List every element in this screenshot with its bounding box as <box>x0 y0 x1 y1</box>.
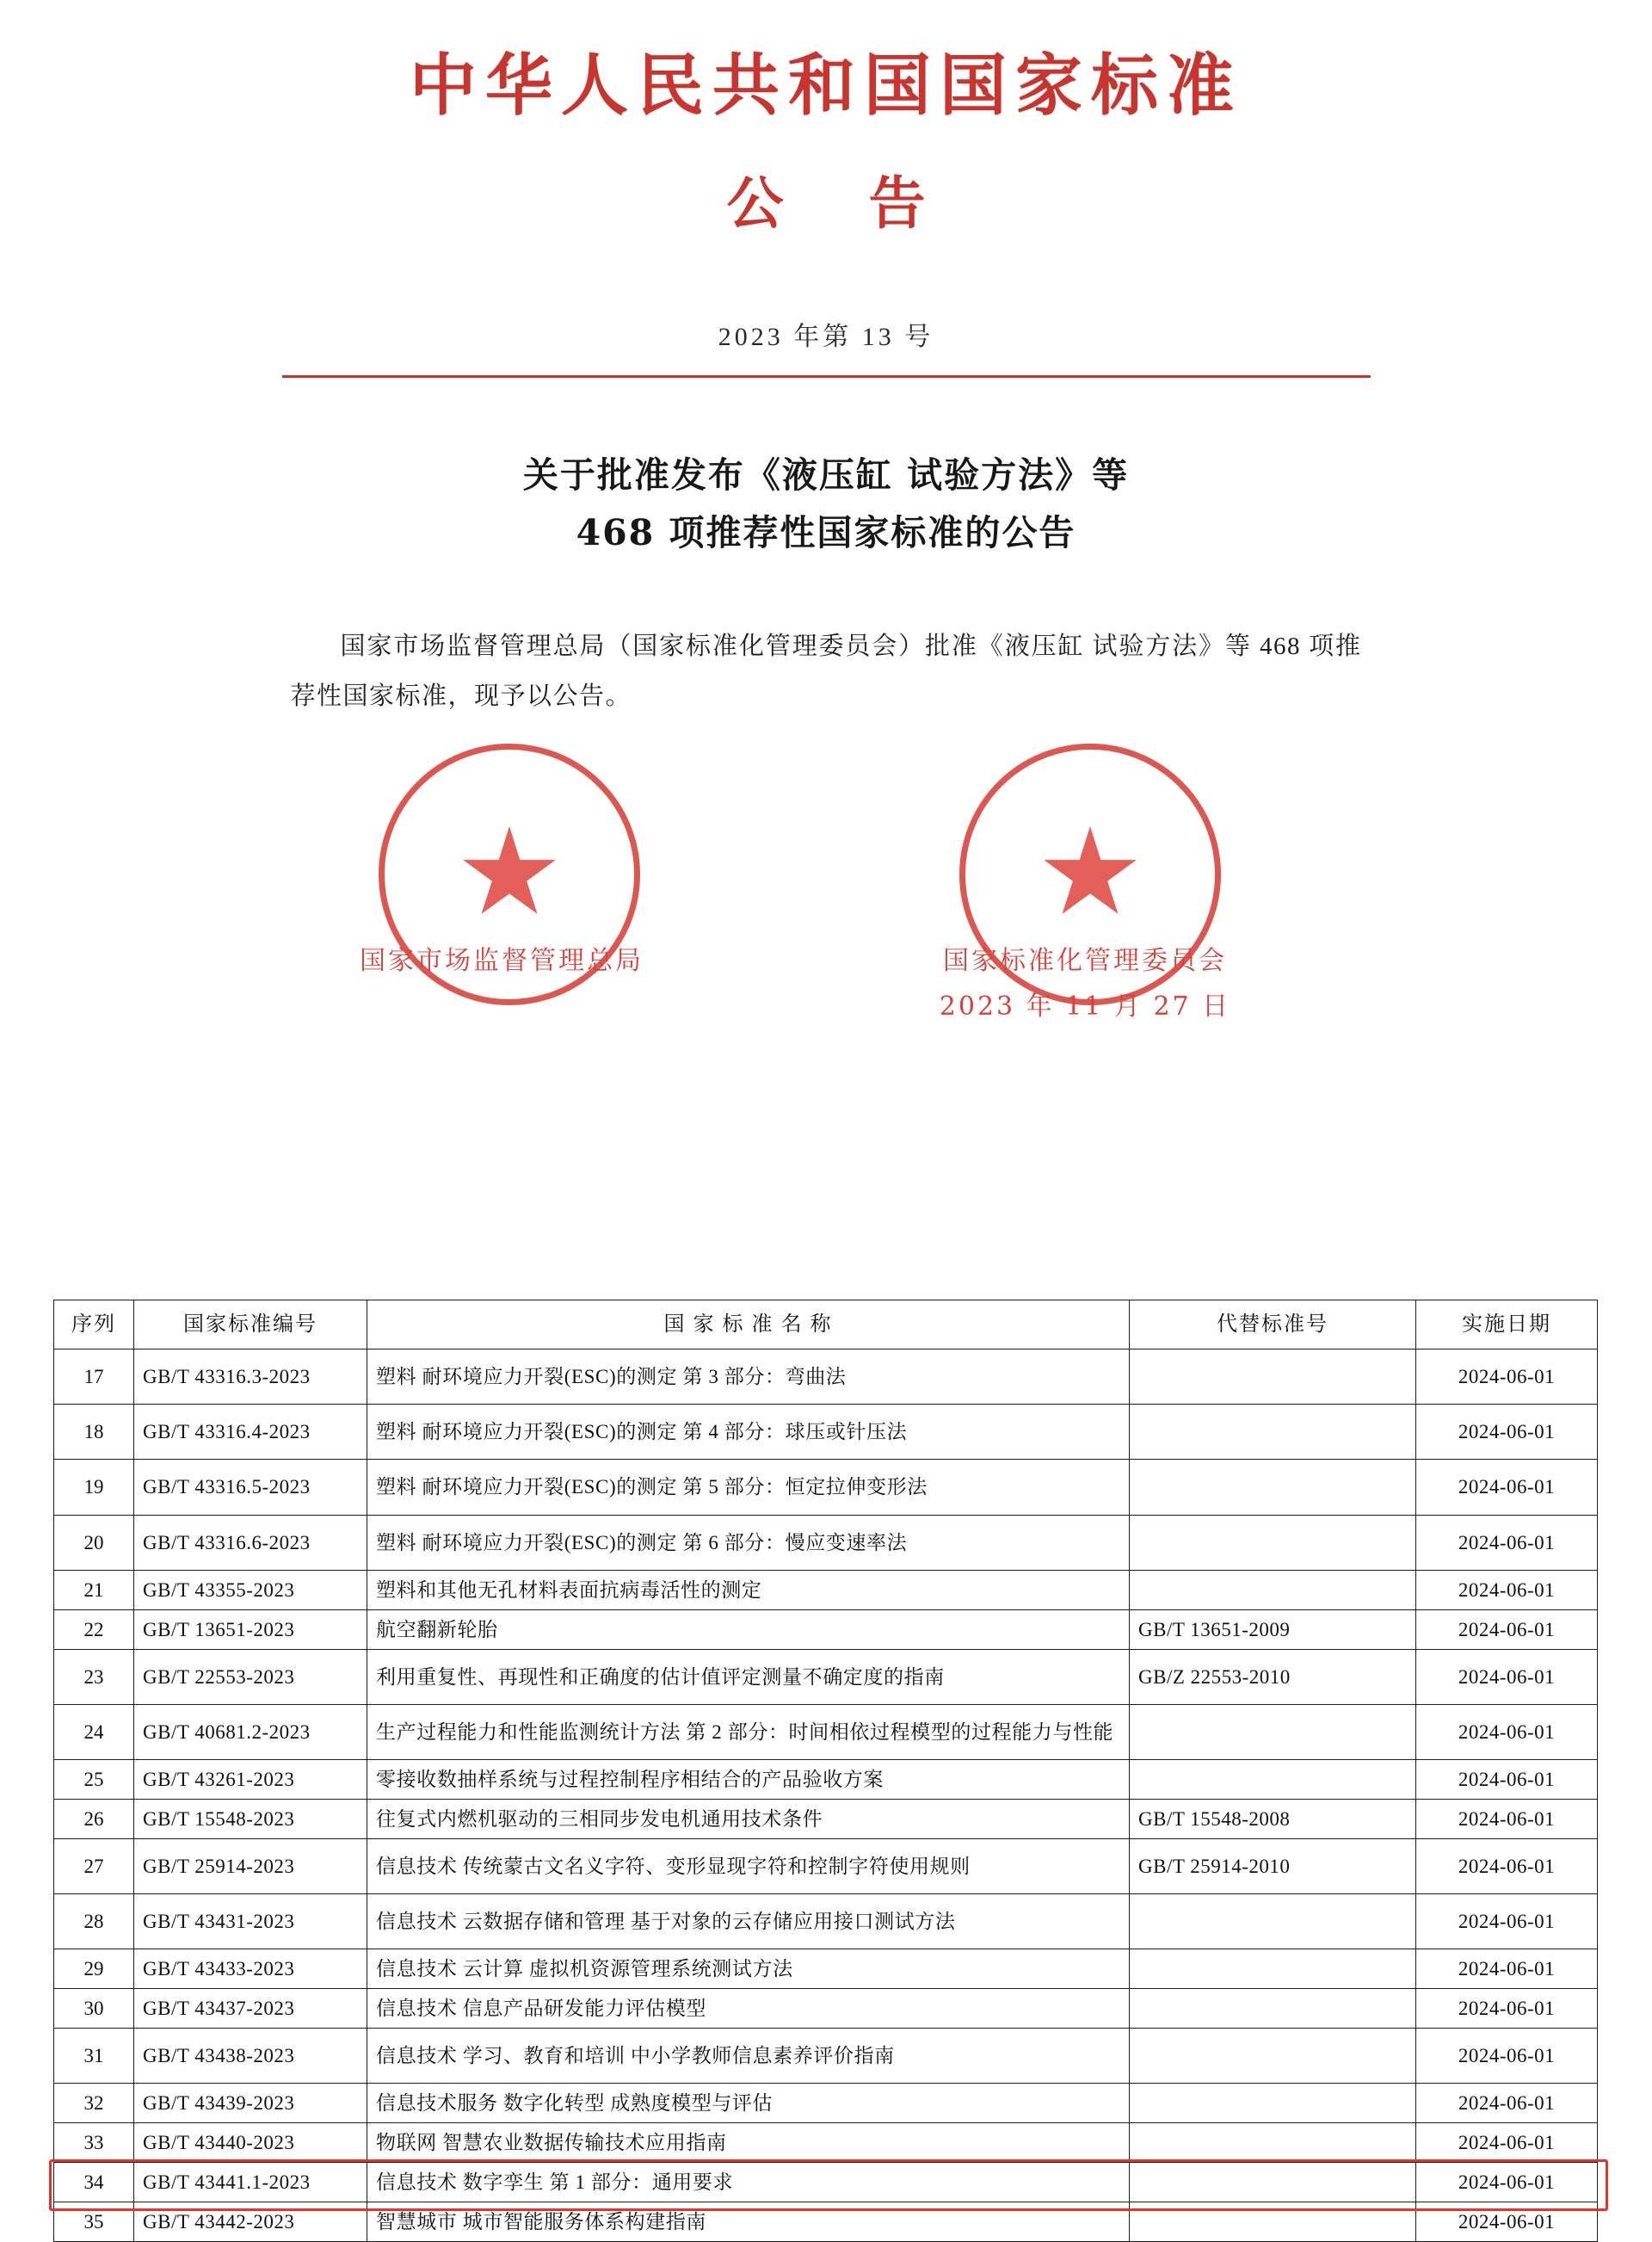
table-body <box>54 1350 1598 2242</box>
cell-replace <box>1130 1460 1416 1515</box>
cell-name: 信息技术 云计算 虚拟机资源管理系统测试方法 <box>367 1949 1130 1988</box>
cell-name: 物联网 智慧农业数据传输技术应用指南 <box>367 2123 1130 2163</box>
cell-seq: 33 <box>54 2123 134 2163</box>
column-header-name: 国 家 标 准 名 称 <box>367 1300 1130 1350</box>
cell-date: 2024-06-01 <box>1416 1759 1598 1799</box>
cell-code: GB/T 43261-2023 <box>134 1759 367 1799</box>
cell-code: GB/T 43437-2023 <box>134 1989 367 2029</box>
cell-replace <box>1130 1405 1416 1460</box>
cell-replace: GB/T 13651-2009 <box>1130 1609 1416 1649</box>
table-row <box>54 1649 1598 1704</box>
cell-date: 2024-06-01 <box>1416 2202 1598 2242</box>
table-row <box>54 1460 1598 1515</box>
cell-date: 2024-06-01 <box>1416 2163 1598 2202</box>
cell-date: 2024-06-01 <box>1416 1989 1598 2029</box>
cell-date: 2024-06-01 <box>1416 1350 1598 1405</box>
seal-left-label: 国家市场监督管理总局 <box>360 945 644 976</box>
cell-seq: 26 <box>54 1799 134 1838</box>
column-header-code: 国家标准编号 <box>134 1300 367 1350</box>
table-row <box>54 2029 1598 2084</box>
table-row <box>54 1949 1598 1988</box>
cell-code: GB/T 43440-2023 <box>134 2123 367 2163</box>
cell-seq: 21 <box>54 1570 134 1609</box>
table-header-row <box>54 1300 1598 1350</box>
cell-replace <box>1130 1570 1416 1609</box>
cell-replace <box>1130 2029 1416 2084</box>
table-row <box>54 1893 1598 1949</box>
cell-name: 塑料 耐环境应力开裂(ESC)的测定 第 6 部分：慢应变速率法 <box>367 1515 1130 1570</box>
announcement-title <box>0 447 1652 563</box>
cell-name: 信息技术服务 数字化转型 成熟度模型与评估 <box>367 2084 1130 2123</box>
column-header-replace: 代替标准号 <box>1130 1300 1416 1350</box>
cell-replace: GB/T 15548-2008 <box>1130 1799 1416 1838</box>
cell-name: 信息技术 传统蒙古文名义字符、变形显现字符和控制字符使用规则 <box>367 1838 1130 1893</box>
document-header <box>0 0 1652 378</box>
cell-date: 2024-06-01 <box>1416 1515 1598 1570</box>
document-number: 2023 年第 13 号 <box>718 322 934 351</box>
cell-code: GB/T 43439-2023 <box>134 2084 367 2123</box>
cell-date: 2024-06-01 <box>1416 2029 1598 2084</box>
table-row <box>54 1515 1598 1570</box>
standards-table-wrapper <box>53 1300 1598 2242</box>
cell-replace <box>1130 2123 1416 2163</box>
cell-seq: 19 <box>54 1460 134 1515</box>
cell-code: GB/T 40681.2-2023 <box>134 1704 367 1759</box>
cell-code: GB/T 43441.1-2023 <box>134 2163 367 2202</box>
table-row <box>54 1405 1598 1460</box>
cell-date: 2024-06-01 <box>1416 1570 1598 1609</box>
cell-date: 2024-06-01 <box>1416 1893 1598 1949</box>
seal-date: 2023 年 11 月 27 日 <box>939 991 1231 1022</box>
document-subtitle: 公 告 <box>726 169 959 237</box>
cell-code: GB/T 43442-2023 <box>134 2202 367 2242</box>
seal-star-icon <box>461 826 558 923</box>
table-row <box>54 1570 1598 1609</box>
announcement-title-line2: 468 项推荐性国家标准的公告 <box>576 512 1076 554</box>
cell-replace <box>1130 1704 1416 1759</box>
cell-code: GB/T 43316.3-2023 <box>134 1350 367 1405</box>
cell-name: 信息技术 信息产品研发能力评估模型 <box>367 1989 1130 2029</box>
cell-date: 2024-06-01 <box>1416 1799 1598 1838</box>
table-header <box>54 1300 1598 1350</box>
cell-code: GB/T 43431-2023 <box>134 1893 367 1949</box>
cell-name: 信息技术 云数据存储和管理 基于对象的云存储应用接口测试方法 <box>367 1893 1130 1949</box>
cell-name: 利用重复性、再现性和正确度的估计值评定测量不确定度的指南 <box>367 1649 1130 1704</box>
announcement-body: 国家市场监督管理总局（国家标准化管理委员会）批准《液压缸 试验方法》等 468 项推荐性国家标准，现予以公告。 <box>290 632 1362 710</box>
cell-date: 2024-06-01 <box>1416 2084 1598 2123</box>
cell-name: 塑料 耐环境应力开裂(ESC)的测定 第 5 部分：恒定拉伸变形法 <box>367 1460 1130 1515</box>
table-row <box>54 2084 1598 2123</box>
cell-seq: 23 <box>54 1649 134 1704</box>
table-row <box>54 1609 1598 1649</box>
cell-name: 航空翻新轮胎 <box>367 1609 1130 1649</box>
cell-seq: 30 <box>54 1989 134 2029</box>
cell-name: 塑料 耐环境应力开裂(ESC)的测定 第 3 部分：弯曲法 <box>367 1350 1130 1405</box>
cell-date: 2024-06-01 <box>1416 1704 1598 1759</box>
table-row <box>54 1704 1598 1759</box>
cell-name: 塑料 耐环境应力开裂(ESC)的测定 第 4 部分：球压或针压法 <box>367 1405 1130 1460</box>
cell-seq: 34 <box>54 2163 134 2202</box>
cell-name: 塑料和其他无孔材料表面抗病毒活性的测定 <box>367 1570 1130 1609</box>
cell-replace <box>1130 2202 1416 2242</box>
column-header-date: 实施日期 <box>1416 1300 1598 1350</box>
cell-code: GB/T 15548-2023 <box>134 1799 367 1838</box>
cell-code: GB/T 43355-2023 <box>134 1570 367 1609</box>
cell-date: 2024-06-01 <box>1416 1838 1598 1893</box>
cell-replace <box>1130 2163 1416 2202</box>
cell-name: 零接收数抽样系统与过程控制程序相结合的产品验收方案 <box>367 1759 1130 1799</box>
announcement-title-line1: 关于批准发布《液压缸 试验方法》等 <box>522 454 1130 496</box>
cell-seq: 28 <box>54 1893 134 1949</box>
cell-name: 生产过程能力和性能监测统计方法 第 2 部分：时间相依过程模型的过程能力与性能 <box>367 1704 1130 1759</box>
seal-right-label: 国家标准化管理委员会 <box>943 945 1227 976</box>
cell-code: GB/T 13651-2023 <box>134 1609 367 1649</box>
cell-seq: 27 <box>54 1838 134 1893</box>
standards-table <box>53 1300 1598 2242</box>
cell-seq: 32 <box>54 2084 134 2123</box>
seal-star-icon <box>1042 826 1138 923</box>
cell-seq: 25 <box>54 1759 134 1799</box>
document-title: 中华人民共和国国家标准 <box>409 46 1242 125</box>
cell-date: 2024-06-01 <box>1416 1649 1598 1704</box>
table-row <box>54 1350 1598 1405</box>
cell-code: GB/T 43316.6-2023 <box>134 1515 367 1570</box>
cell-code: GB/T 43438-2023 <box>134 2029 367 2084</box>
cell-code: GB/T 25914-2023 <box>134 1838 367 1893</box>
cell-replace <box>1130 1989 1416 2029</box>
cell-date: 2024-06-01 <box>1416 1460 1598 1515</box>
cell-seq: 35 <box>54 2202 134 2242</box>
cell-name: 信息技术 数字孪生 第 1 部分：通用要求 <box>367 2163 1130 2202</box>
seal-area <box>0 737 1652 1021</box>
cell-seq: 31 <box>54 2029 134 2084</box>
cell-name: 智慧城市 城市智能服务体系构建指南 <box>367 2202 1130 2242</box>
cell-code: GB/T 43316.5-2023 <box>134 1460 367 1515</box>
cell-seq: 17 <box>54 1350 134 1405</box>
cell-replace <box>1130 1350 1416 1405</box>
cell-seq: 24 <box>54 1704 134 1759</box>
table-row <box>54 2123 1598 2163</box>
cell-replace: GB/Z 22553-2010 <box>1130 1649 1416 1704</box>
cell-seq: 20 <box>54 1515 134 1570</box>
cell-date: 2024-06-01 <box>1416 1609 1598 1649</box>
table-row <box>54 1838 1598 1893</box>
cell-replace <box>1130 2084 1416 2123</box>
cell-date: 2024-06-01 <box>1416 1949 1598 1988</box>
cell-date: 2024-06-01 <box>1416 2123 1598 2163</box>
cell-replace <box>1130 1515 1416 1570</box>
table-row <box>54 1989 1598 2029</box>
cell-replace <box>1130 1949 1416 1988</box>
cell-replace: GB/T 25914-2010 <box>1130 1838 1416 1893</box>
cell-code: GB/T 43433-2023 <box>134 1949 367 1988</box>
cell-name: 往复式内燃机驱动的三相同步发电机通用技术条件 <box>367 1799 1130 1838</box>
cell-seq: 29 <box>54 1949 134 1988</box>
table-row <box>54 2163 1598 2202</box>
cell-code: GB/T 22553-2023 <box>134 1649 367 1704</box>
cell-code: GB/T 43316.4-2023 <box>134 1405 367 1460</box>
table-row <box>54 1799 1598 1838</box>
red-divider <box>282 375 1371 378</box>
cell-replace <box>1130 1893 1416 1949</box>
cell-name: 信息技术 学习、教育和培训 中小学教师信息素养评价指南 <box>367 2029 1130 2084</box>
cell-seq: 18 <box>54 1405 134 1460</box>
cell-seq: 22 <box>54 1609 134 1649</box>
cell-replace <box>1130 1759 1416 1799</box>
cell-date: 2024-06-01 <box>1416 1405 1598 1460</box>
column-header-seq: 序列 <box>54 1300 134 1350</box>
table-row <box>54 1759 1598 1799</box>
table-row <box>54 2202 1598 2242</box>
